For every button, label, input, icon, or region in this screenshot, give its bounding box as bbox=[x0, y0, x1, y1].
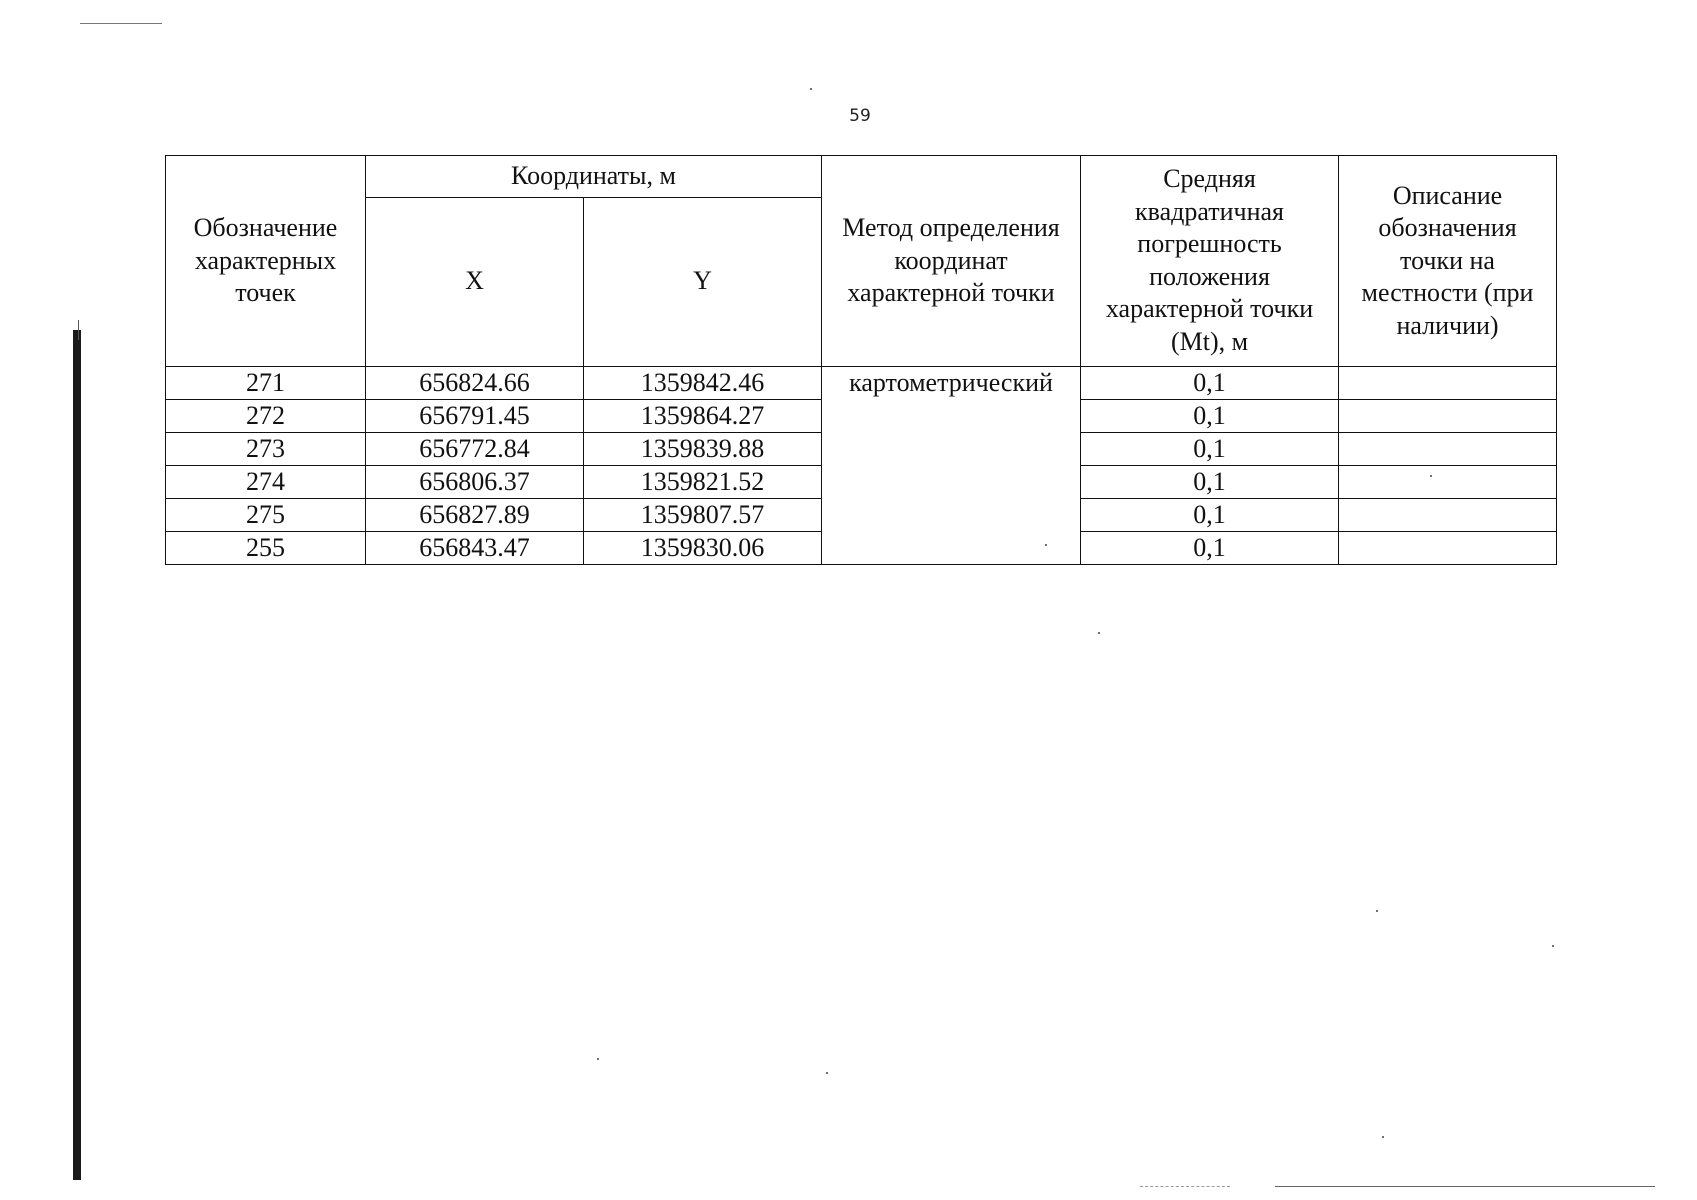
cell-error: 0,1 bbox=[1081, 465, 1339, 498]
cell-description bbox=[1339, 366, 1557, 399]
cell-point: 275 bbox=[166, 498, 366, 531]
cell-y: 1359839.88 bbox=[584, 432, 822, 465]
cell-description bbox=[1339, 465, 1557, 498]
cell-x: 656827.89 bbox=[366, 498, 584, 531]
scan-speck bbox=[1376, 910, 1378, 912]
scan-edge-bar bbox=[73, 330, 81, 1180]
scan-speck bbox=[810, 88, 812, 90]
scan-speck bbox=[597, 1058, 599, 1060]
cell-error: 0,1 bbox=[1081, 366, 1339, 399]
cell-description bbox=[1339, 432, 1557, 465]
scan-bottom-line bbox=[1275, 1186, 1655, 1187]
header-x: X bbox=[366, 197, 584, 366]
cell-point: 272 bbox=[166, 399, 366, 432]
scan-bottom-dash bbox=[1140, 1186, 1230, 1188]
header-error: Средняя квадратичная погрешность положения характерной точки (Mt), м bbox=[1081, 156, 1339, 367]
header-point: Обозначение характерных точек bbox=[166, 156, 366, 367]
coordinates-table bbox=[165, 155, 1557, 565]
cell-y: 1359807.57 bbox=[584, 498, 822, 531]
scan-speck bbox=[1552, 945, 1554, 947]
scan-mark-top bbox=[80, 23, 162, 24]
cell-description bbox=[1339, 531, 1557, 564]
cell-point: 255 bbox=[166, 531, 366, 564]
header-description: Описание обозначения точки на местности (при наличии) bbox=[1339, 156, 1557, 367]
cell-y: 1359821.52 bbox=[584, 465, 822, 498]
cell-point: 271 bbox=[166, 366, 366, 399]
cell-error: 0,1 bbox=[1081, 399, 1339, 432]
cell-y: 1359864.27 bbox=[584, 399, 822, 432]
cell-error: 0,1 bbox=[1081, 531, 1339, 564]
header-method: Метод определения координат характерной точки bbox=[822, 156, 1081, 367]
cell-x: 656806.37 bbox=[366, 465, 584, 498]
cell-point: 273 bbox=[166, 432, 366, 465]
table-row bbox=[166, 366, 1557, 399]
cell-x: 656772.84 bbox=[366, 432, 584, 465]
scan-speck bbox=[1098, 632, 1100, 634]
cell-error: 0,1 bbox=[1081, 498, 1339, 531]
cell-method: картометрический bbox=[822, 366, 1081, 564]
cell-x: 656824.66 bbox=[366, 366, 584, 399]
header-coordinates: Координаты, м bbox=[366, 156, 822, 198]
scan-speck bbox=[826, 1072, 828, 1074]
cell-point: 274 bbox=[166, 465, 366, 498]
page-number: 59 bbox=[849, 106, 871, 126]
cell-error: 0,1 bbox=[1081, 432, 1339, 465]
cell-description bbox=[1339, 399, 1557, 432]
scan-speck bbox=[1382, 1136, 1384, 1138]
cell-x: 656843.47 bbox=[366, 531, 584, 564]
scan-edge-line bbox=[78, 320, 79, 340]
cell-y: 1359842.46 bbox=[584, 366, 822, 399]
cell-y: 1359830.06 bbox=[584, 531, 822, 564]
header-y: Y bbox=[584, 197, 822, 366]
cell-description bbox=[1339, 498, 1557, 531]
cell-x: 656791.45 bbox=[366, 399, 584, 432]
